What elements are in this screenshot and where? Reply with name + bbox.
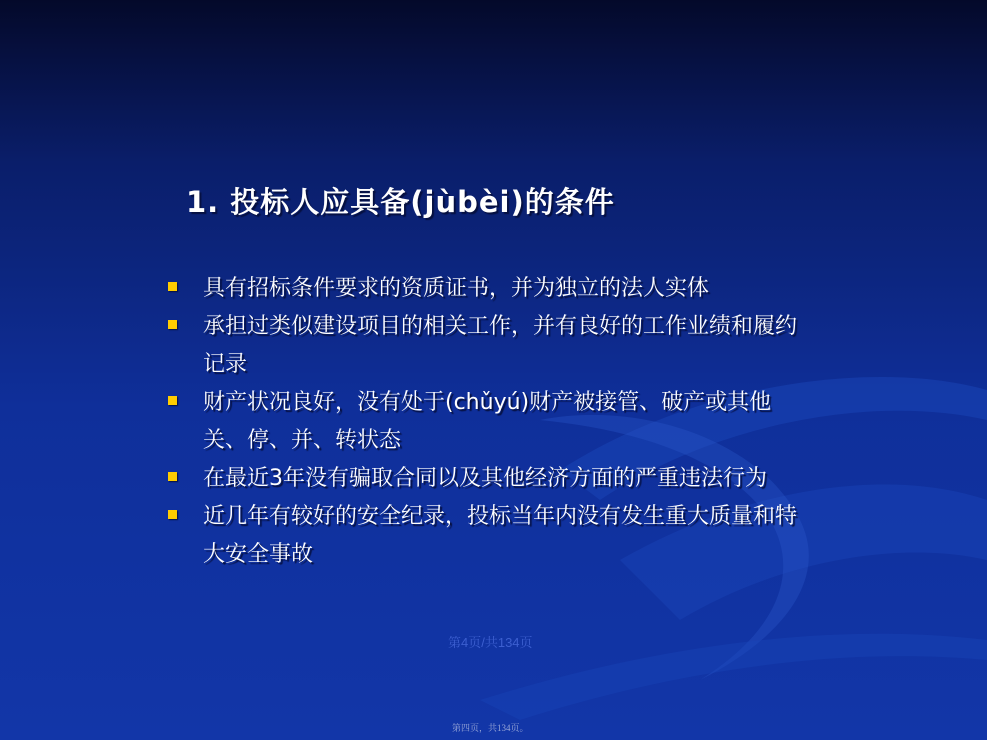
footer-note: 第四页，共134页。: [452, 723, 529, 733]
list-item: [165, 270, 815, 308]
bullet-text: 近几年有较好的安全纪录，投标当年内没有发生重大质量和特大安全事故: [203, 504, 798, 567]
bullet-list: [165, 270, 815, 574]
square-bullet-icon: [168, 396, 177, 405]
square-bullet-icon: [168, 320, 177, 329]
list-item: [165, 498, 815, 574]
list-item: [165, 308, 815, 384]
page-number: 第4页/共134页: [448, 635, 533, 650]
square-bullet-icon: [168, 282, 177, 291]
bullet-text: 在最近3年没有骗取合同以及其他经济方面的严重违法行为: [203, 466, 767, 491]
square-bullet-icon: [168, 510, 177, 519]
slide-title: 1. 投标人应具备(jùbèi)的条件: [186, 185, 615, 219]
bullet-text: 承担过类似建设项目的相关工作，并有良好的工作业绩和履约记录: [203, 314, 798, 377]
bullet-text: 具有招标条件要求的资质证书，并为独立的法人实体: [203, 276, 710, 301]
square-bullet-icon: [168, 472, 177, 481]
list-item: [165, 460, 815, 498]
list-item: [165, 384, 815, 460]
bullet-text: 财产状况良好，没有处于(chǔyú)财产被接管、破产或其他关、停、并、转状态: [203, 390, 772, 453]
